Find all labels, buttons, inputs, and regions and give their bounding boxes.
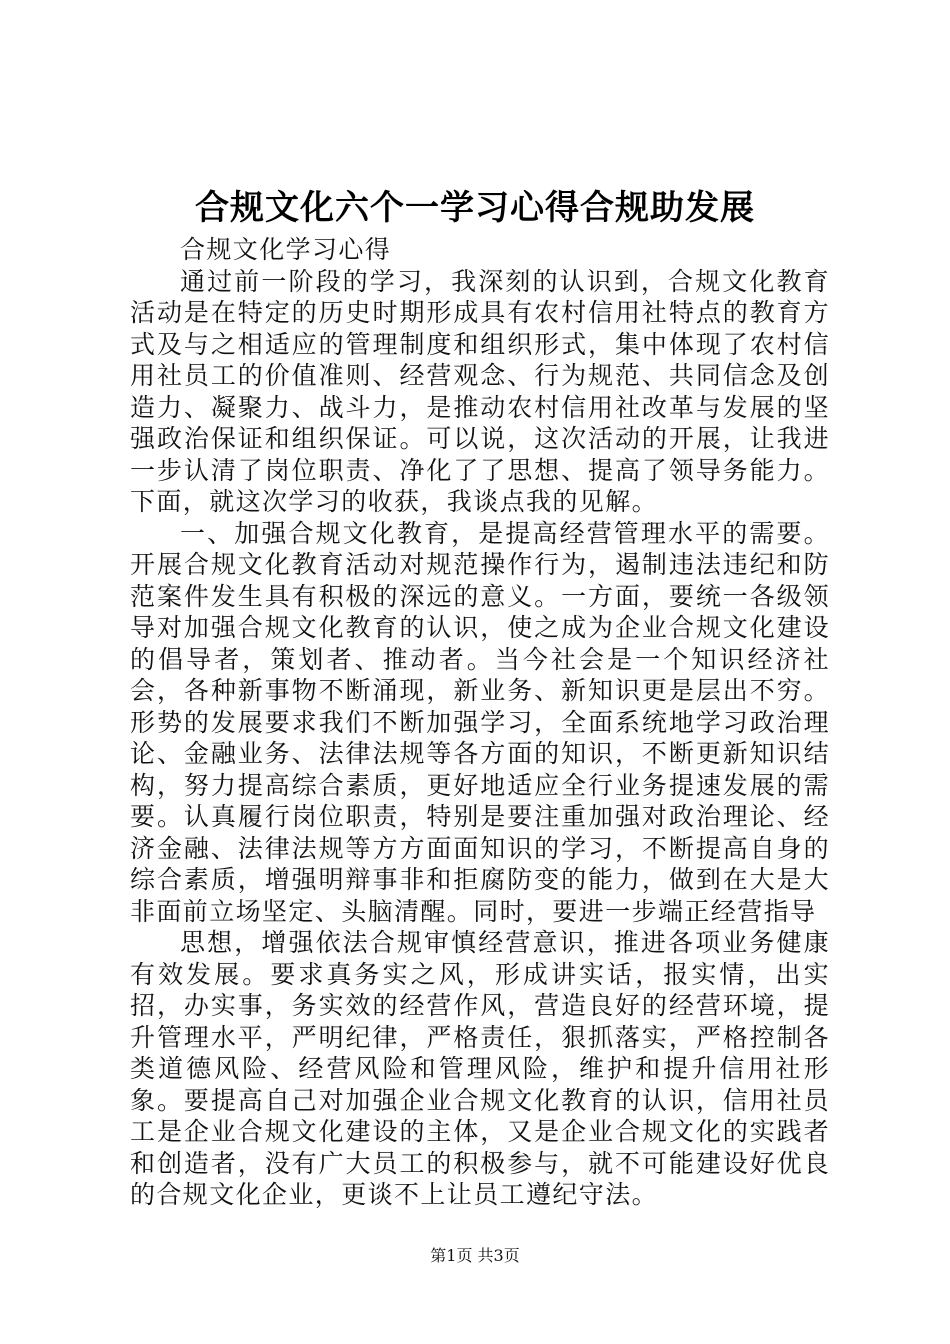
body-paragraph: 通过前一阶段的学习，我深刻的认识到，合规文化教育活动是在特定的历史时期形成具有农村信用社特点的教育方式及与之相适应的管理制度和组织形式，集中体现了农村信用社员工的价值准则、经营观念、行为规范、共同信念及创造力、凝聚力、战斗力，是推动农村信用社改革与发展的坚强政治保证和组织保证。可以说，这次活动的开展，让我进一步认清了岗位职责、净化了了思想、提高了领导务能力。下面，就这次学习的收获，我谈点我的见解。 <box>130 266 830 516</box>
page-number-footer: 第1页 共3页 <box>430 1246 520 1265</box>
document-body <box>130 234 830 1211</box>
document-subtitle: 合规文化学习心得 <box>180 235 392 264</box>
document-title: 合规文化六个一学习心得合规助发展 <box>195 188 755 228</box>
body-paragraph: 思想，增强依法合规审慎经营意识，推进各项业务健康有效发展。要求真务实之风，形成讲实话，报实情，出实招，办实事，务实效的经营作风，营造良好的经营环境，提升管理水平，严明纪律，严格责任，狠抓落实，严格控制各类道德风险、经营风险和管理风险，维护和提升信用社形象。要提高自己对加强企业合规文化教育的认识，信用社员工是企业合规文化建设的主体，又是企业合规文化的实践者和创造者，没有广大员工的积极参与，就不可能建设好优良的合规文化企业，更谈不上让员工遵纪守法。 <box>130 928 830 1209</box>
body-paragraph: 一、加强合规文化教育，是提高经营管理水平的需要。开展合规文化教育活动对规范操作行为，遏制违法违纪和防范案件发生具有积极的深远的意义。一方面，要统一各级领导对加强合规文化教育的认识，使之成为企业合规文化建设的倡导者，策划者、推动者。当今社会是一个知识经济社会，各种新事物不断涌现，新业务、新知识更是层出不穷。形势的发展要求我们不断加强学习，全面系统地学习政治理论、金融业务、法律法规等各方面的知识，不断更新知识结构，努力提高综合素质，更好地适应全行业务提速发展的需要。认真履行岗位职责，特别是要注重加强对政治理论、经济金融、法律法规等方方面面知识的学习，不断提高自身的综合素质，增强明辩事非和拒腐防变的能力，做到在大是大非面前立场坚定、头脑清醒。同时，要进一步端正经营指导 <box>130 518 830 926</box>
